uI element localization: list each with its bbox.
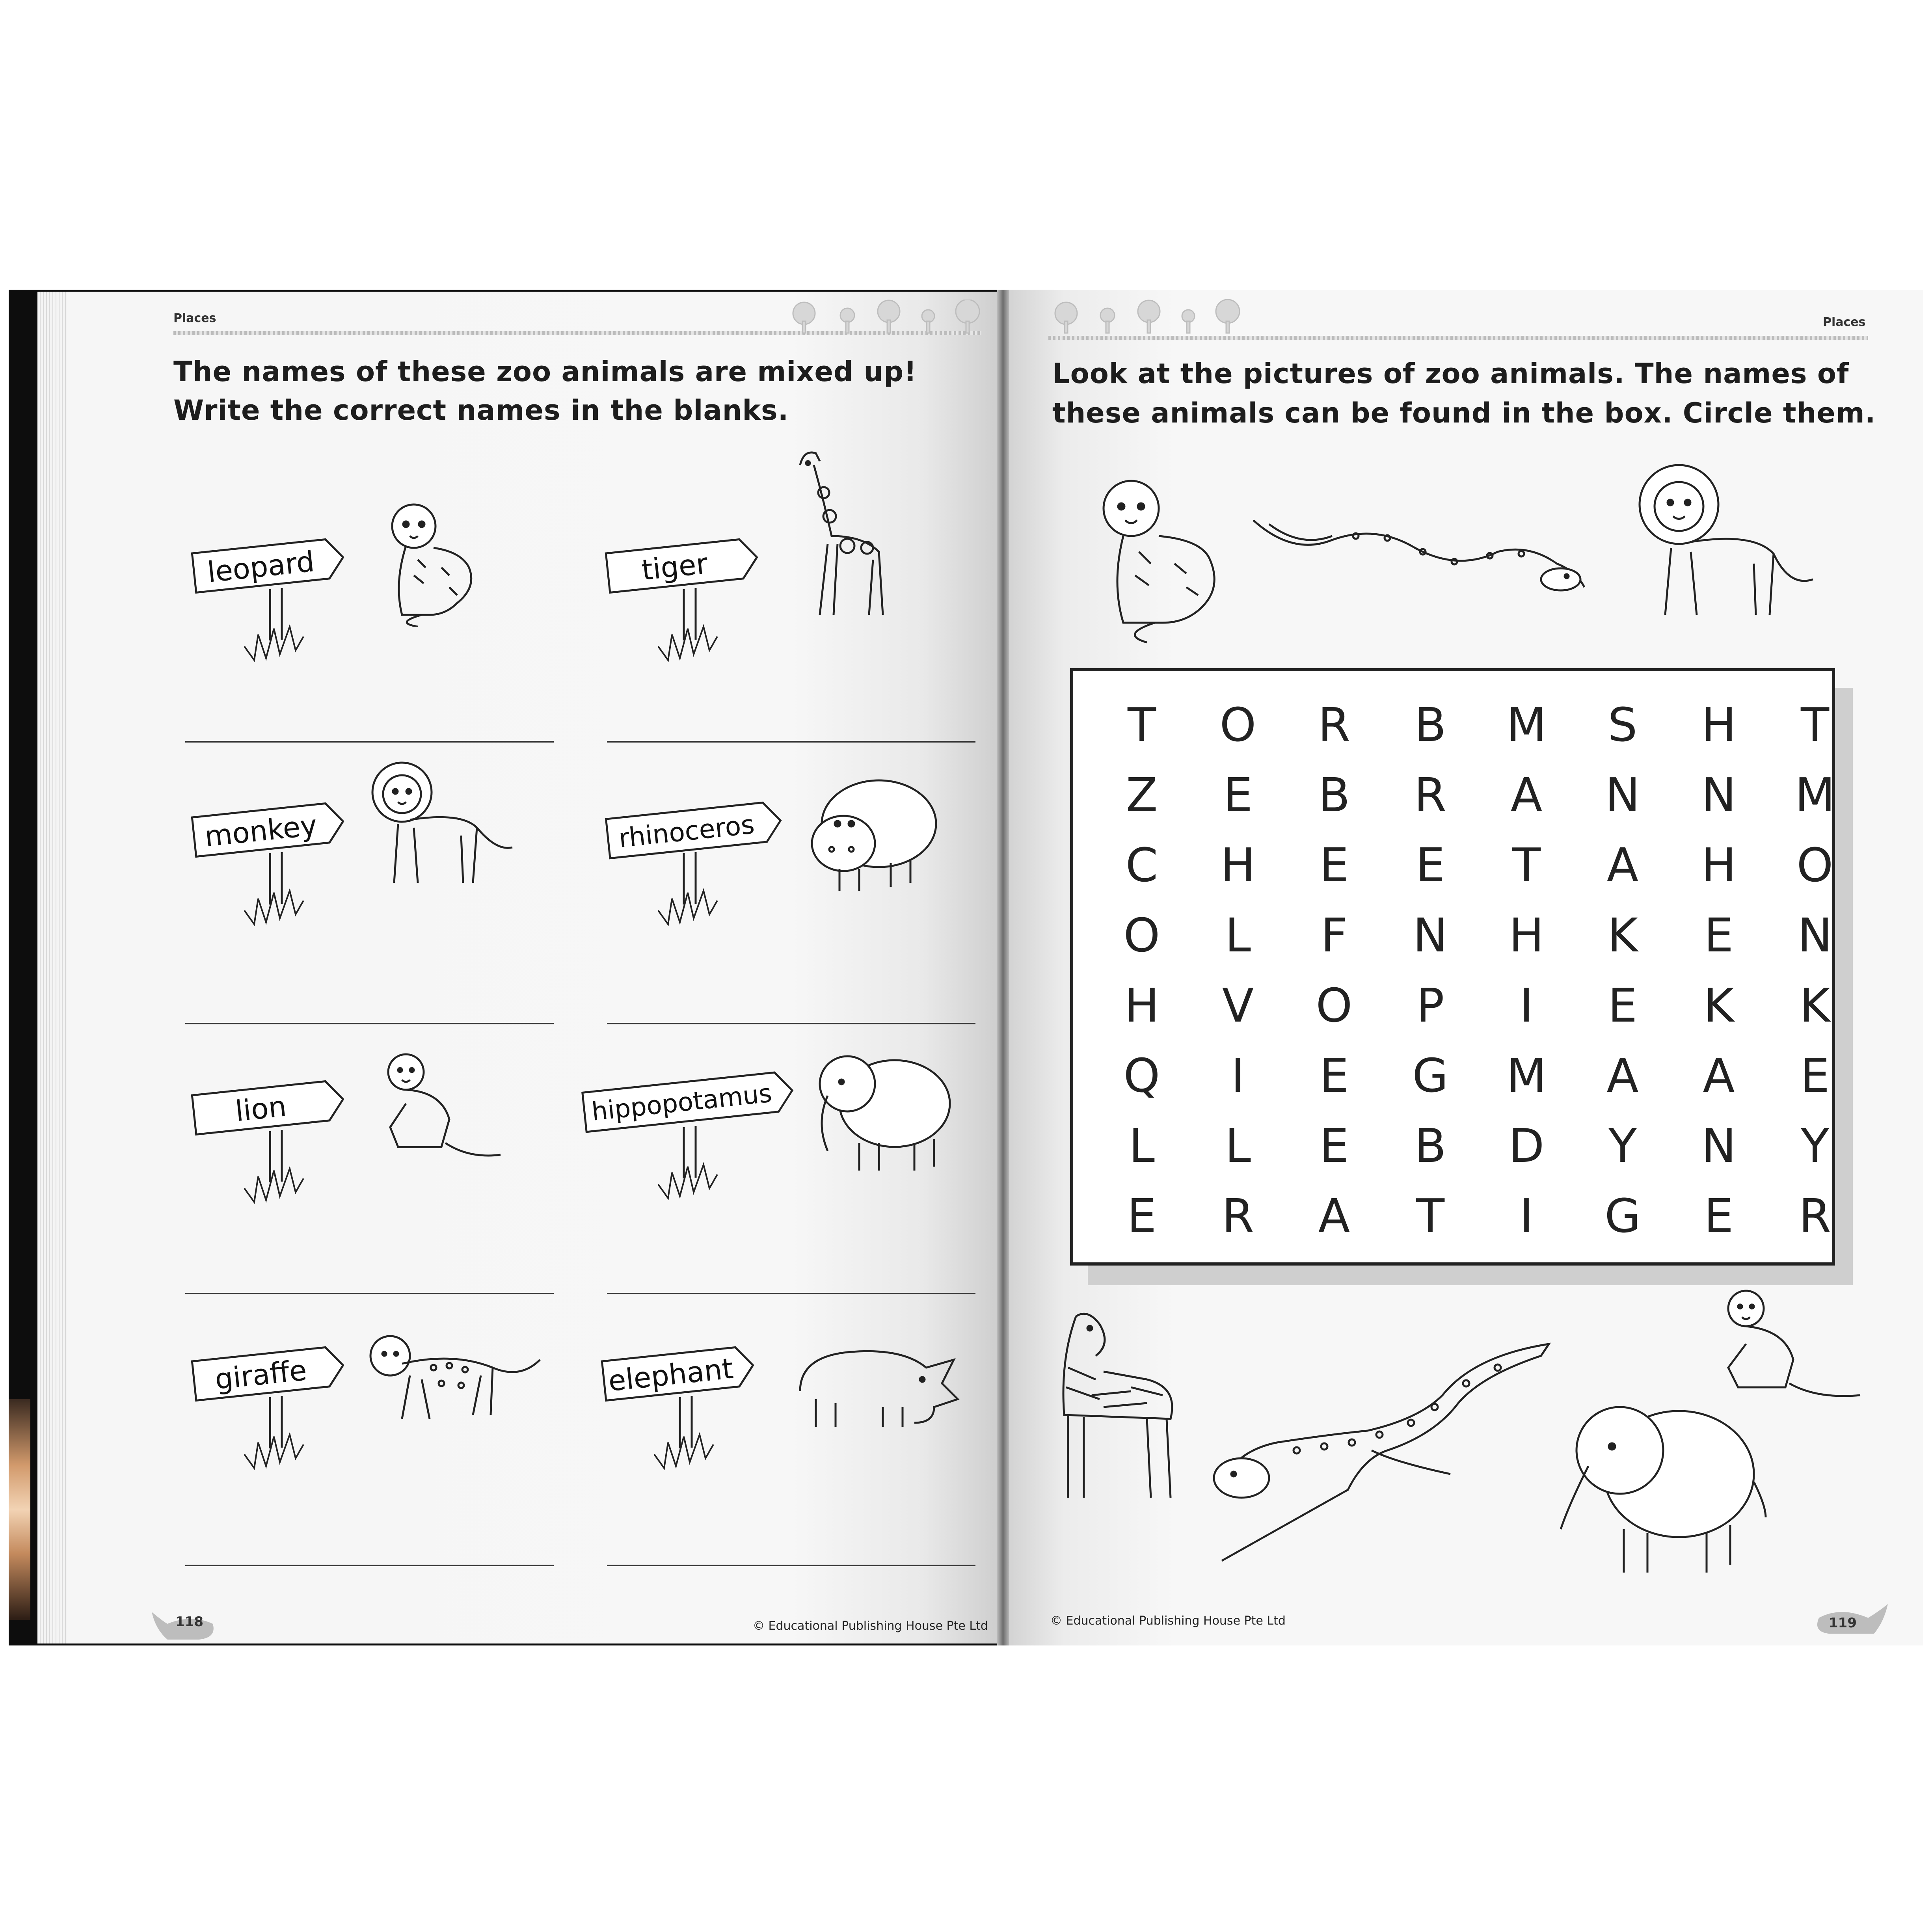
word-search-letter[interactable]: E: [1415, 838, 1445, 892]
word-search-letter[interactable]: T: [1127, 698, 1156, 752]
word-search-letter[interactable]: R: [1318, 698, 1350, 752]
word-search-letter[interactable]: E: [1704, 908, 1734, 962]
word-search-letter[interactable]: V: [1222, 978, 1254, 1033]
sign-2-label: tiger: [640, 547, 709, 587]
word-search-letter[interactable]: R: [1222, 1189, 1254, 1243]
book-gutter: [997, 290, 1009, 1645]
word-search-letter[interactable]: O: [1219, 698, 1256, 752]
word-search-letter[interactable]: L: [1225, 1119, 1251, 1173]
left-section-label: Places: [173, 311, 216, 325]
word-search-letter[interactable]: Y: [1800, 1119, 1830, 1173]
right-section-label: Places: [1823, 315, 1866, 329]
sign-5-label: lion: [233, 1089, 288, 1128]
right-header-trees: [1048, 298, 1253, 337]
word-search-letter[interactable]: Q: [1123, 1048, 1160, 1103]
word-search-letter[interactable]: A: [1606, 1048, 1639, 1103]
word-search-letter[interactable]: L: [1129, 1119, 1155, 1173]
word-search-letter[interactable]: D: [1508, 1119, 1545, 1173]
hippopotamus-icon: [800, 772, 942, 899]
zebra-icon: [1052, 1301, 1182, 1506]
left-instruction-line-1: The names of these zoo animals are mixed up!: [173, 356, 917, 388]
word-search-letter[interactable]: Z: [1126, 768, 1158, 822]
page-edges: [37, 292, 67, 1644]
word-search-letter[interactable]: E: [1319, 1048, 1349, 1103]
word-search-letter[interactable]: T: [1800, 698, 1830, 752]
word-search-letter[interactable]: G: [1604, 1189, 1641, 1243]
word-search-letter[interactable]: H: [1701, 838, 1737, 892]
right-page-number: 119: [1829, 1615, 1857, 1631]
answer-blank-3[interactable]: [185, 1023, 554, 1024]
word-search-letter[interactable]: A: [1606, 838, 1639, 892]
sign-7: [185, 1336, 359, 1482]
word-search-letter[interactable]: M: [1506, 698, 1547, 752]
giraffe-icon: [784, 441, 910, 623]
word-search-letter[interactable]: E: [1608, 978, 1638, 1033]
answer-blank-8[interactable]: [607, 1565, 975, 1566]
word-search-letter[interactable]: F: [1321, 908, 1348, 962]
snake-icon: [1245, 508, 1592, 611]
word-search-letter[interactable]: N: [1413, 908, 1448, 962]
word-search-letter[interactable]: H: [1220, 838, 1256, 892]
word-search-letter[interactable]: Y: [1608, 1119, 1637, 1173]
word-search-letter[interactable]: I: [1231, 1048, 1245, 1103]
word-search-letter[interactable]: E: [1319, 1119, 1349, 1173]
answer-blank-5[interactable]: [185, 1293, 554, 1294]
word-search-letter[interactable]: A: [1510, 768, 1543, 822]
word-search-letter[interactable]: I: [1519, 978, 1534, 1033]
elephant-icon: [1553, 1387, 1774, 1584]
sign-4: [599, 792, 804, 938]
sign-8: [595, 1336, 769, 1482]
sign-6-label: hippopotamus: [590, 1079, 773, 1127]
word-search-letter[interactable]: S: [1608, 698, 1638, 752]
word-search-letter[interactable]: B: [1414, 1119, 1446, 1173]
word-search-letter[interactable]: N: [1605, 768, 1640, 822]
word-search-letter[interactable]: C: [1125, 838, 1158, 892]
word-search-letter[interactable]: O: [1316, 978, 1353, 1033]
sign-1-label: leopard: [206, 544, 316, 589]
word-search-letter[interactable]: A: [1318, 1189, 1350, 1243]
word-search-letter[interactable]: M: [1795, 768, 1835, 822]
word-search-letter[interactable]: H: [1701, 698, 1737, 752]
right-instruction-line-2: these animals can be found in the box. Circle them.: [1052, 397, 1876, 429]
word-search-letter[interactable]: N: [1701, 1119, 1737, 1173]
word-search-letter[interactable]: A: [1703, 1048, 1735, 1103]
left-footer: © Educational Publishing House Pte Ltd: [753, 1619, 988, 1633]
sign-6: [575, 1064, 812, 1218]
word-search-letter[interactable]: B: [1318, 768, 1350, 822]
word-search-letter[interactable]: L: [1225, 908, 1251, 962]
sign-5: [185, 1070, 359, 1216]
answer-blank-4[interactable]: [607, 1023, 975, 1024]
sign-7-label: giraffe: [213, 1353, 309, 1396]
sign-8-label: elephant: [607, 1351, 735, 1398]
word-search-letter[interactable]: I: [1519, 1189, 1534, 1243]
left-page-number: 118: [175, 1614, 203, 1630]
word-search-letter[interactable]: H: [1124, 978, 1160, 1033]
tiger-icon: [1084, 473, 1249, 646]
word-search-letter[interactable]: E: [1800, 1048, 1830, 1103]
word-search-letter[interactable]: K: [1703, 978, 1734, 1033]
word-search-letter[interactable]: P: [1416, 978, 1444, 1033]
left-instruction-line-2: Write the correct names in the blanks.: [173, 394, 789, 426]
word-search-letter[interactable]: R: [1799, 1189, 1831, 1243]
word-search-letter[interactable]: B: [1414, 698, 1446, 752]
sign-2: [599, 528, 772, 674]
word-search-letter[interactable]: K: [1607, 908, 1638, 962]
word-search-letter[interactable]: H: [1509, 908, 1544, 962]
word-search-grid[interactable]: [1094, 690, 1863, 1251]
word-search-letter[interactable]: E: [1223, 768, 1253, 822]
lion-icon: [363, 757, 520, 891]
right-header-line: [1048, 336, 1868, 340]
word-search-letter[interactable]: T: [1512, 838, 1541, 892]
cheetah-icon: [1198, 1332, 1561, 1569]
word-search-letter[interactable]: O: [1123, 908, 1160, 962]
word-search-letter[interactable]: N: [1701, 768, 1737, 822]
word-search-letter[interactable]: M: [1506, 1048, 1547, 1103]
rhinoceros-icon: [784, 1336, 966, 1431]
word-search-letter[interactable]: E: [1319, 838, 1349, 892]
book-edge-band: [9, 1399, 30, 1620]
word-search-letter[interactable]: E: [1704, 1189, 1734, 1243]
left-header-trees: [784, 300, 989, 335]
leopard-icon: [355, 1324, 560, 1442]
right-instruction-line-1: Look at the pictures of zoo animals. The names of: [1052, 357, 1849, 390]
answer-blank-6[interactable]: [607, 1293, 975, 1294]
word-search-letter[interactable]: T: [1416, 1189, 1445, 1243]
word-search-letter[interactable]: R: [1414, 768, 1446, 822]
lion-icon: [1624, 457, 1821, 627]
word-search-letter[interactable]: E: [1127, 1189, 1157, 1243]
word-search-letter[interactable]: O: [1796, 838, 1833, 892]
elephant-icon: [812, 1044, 962, 1178]
tiger-icon: [370, 497, 504, 627]
word-search-letter[interactable]: G: [1412, 1048, 1448, 1103]
monkey-icon: [374, 1048, 504, 1167]
sign-4-label: rhinoceros: [617, 809, 756, 854]
sign-1: [185, 528, 359, 674]
sign-3-label: monkey: [203, 808, 319, 853]
answer-blank-2[interactable]: [607, 741, 975, 743]
right-footer: © Educational Publishing House Pte Ltd: [1050, 1614, 1286, 1628]
monkey-icon: [1711, 1285, 1868, 1407]
word-search-letter[interactable]: N: [1797, 908, 1833, 962]
answer-blank-1[interactable]: [185, 741, 554, 743]
word-search-letter[interactable]: K: [1800, 978, 1830, 1033]
sign-3: [185, 792, 359, 938]
answer-blank-7[interactable]: [185, 1565, 554, 1566]
